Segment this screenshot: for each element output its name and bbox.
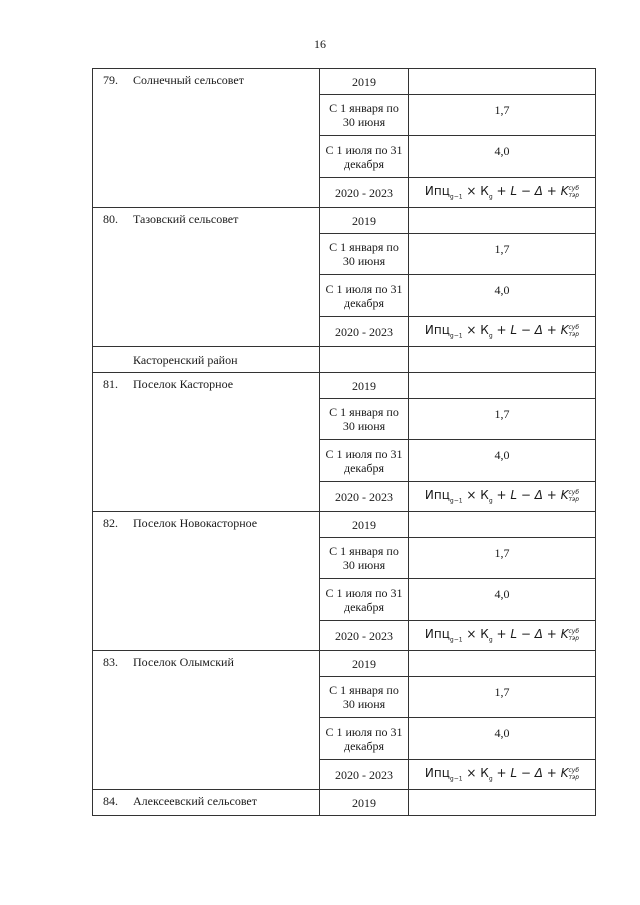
formula-k-sub: g <box>488 332 493 340</box>
period-cell: С 1 января по 30 июня <box>320 538 409 579</box>
index-value-cell: 4,0 <box>409 136 596 178</box>
municipality-cell <box>93 373 320 512</box>
empty-cell <box>409 651 596 677</box>
formula-kterm-sub: тэр <box>568 634 580 642</box>
period-cell: С 1 июля по 31 декабря <box>320 579 409 621</box>
formula-times: × <box>466 184 477 199</box>
district-row <box>93 347 596 373</box>
year-cell: 2019 <box>320 512 409 538</box>
period-cell: С 1 июля по 31 декабря <box>320 136 409 178</box>
year-cell: 2019 <box>320 69 409 95</box>
table-row <box>93 651 596 677</box>
index-value-cell: 4,0 <box>409 275 596 317</box>
formula-kterm-sub: тэр <box>568 191 580 199</box>
empty-cell <box>409 373 596 399</box>
municipality-cell <box>93 651 320 790</box>
table-row <box>93 512 596 538</box>
period-cell: С 1 июля по 31 декабря <box>320 440 409 482</box>
empty-cell <box>320 347 409 373</box>
municipality-name: Поселок Касторное <box>133 377 234 391</box>
municipality-name: Алексеевский сельсовет <box>133 794 257 808</box>
formula-kterm-sup: суб <box>568 488 580 496</box>
formula-times: × <box>466 488 477 503</box>
year-cell: 2019 <box>320 208 409 234</box>
formula-kterm: K <box>560 627 569 642</box>
municipality-name: Поселок Олымский <box>133 655 234 669</box>
formula-k: К <box>480 766 489 781</box>
period-cell: С 1 января по 30 июня <box>320 234 409 275</box>
formula-base: Ипц <box>424 323 450 338</box>
formula-kterm-sup: суб <box>568 323 580 331</box>
period-cell: 2020 - 2023 <box>320 621 409 651</box>
municipality-cell <box>93 790 320 816</box>
formula-kterm-sup: суб <box>568 184 580 192</box>
tariff-table-body <box>93 69 596 816</box>
index-value-cell: 1,7 <box>409 234 596 275</box>
formula-cell <box>409 317 596 347</box>
formula-kterm-indices <box>568 489 579 503</box>
formula-rest: + L − Δ + <box>496 488 557 503</box>
municipality-name: Тазовский сельсовет <box>133 212 239 226</box>
formula-kterm: K <box>560 323 569 338</box>
row-number: 80. <box>103 212 118 226</box>
formula-k-sub: g <box>488 193 493 201</box>
formula-kterm-indices <box>568 185 579 199</box>
municipality-name: Поселок Новокасторное <box>133 516 258 530</box>
period-cell: С 1 января по 30 июня <box>320 677 409 718</box>
index-value-cell: 1,7 <box>409 538 596 579</box>
period-cell: 2020 - 2023 <box>320 482 409 512</box>
formula-base-sub: g−1 <box>449 193 463 201</box>
index-value-cell: 4,0 <box>409 440 596 482</box>
municipality-name: Солнечный сельсовет <box>133 73 244 87</box>
formula-kterm: K <box>560 488 569 503</box>
formula-base: Ипц <box>424 184 450 199</box>
year-cell: 2019 <box>320 790 409 816</box>
formula-k-sub: g <box>488 497 493 505</box>
formula-rest: + L − Δ + <box>496 627 557 642</box>
index-value-cell: 1,7 <box>409 677 596 718</box>
empty-cell <box>409 69 596 95</box>
formula-k-sub: g <box>488 775 493 783</box>
empty-cell <box>409 790 596 816</box>
period-cell: 2020 - 2023 <box>320 760 409 790</box>
formula-cell <box>409 760 596 790</box>
period-cell: С 1 января по 30 июня <box>320 399 409 440</box>
formula-base-sub: g−1 <box>449 332 463 340</box>
formula-cell <box>409 621 596 651</box>
formula-kterm-indices <box>568 324 579 338</box>
formula-kterm-sub: тэр <box>568 330 580 338</box>
formula-times: × <box>466 627 477 642</box>
period-cell: 2020 - 2023 <box>320 178 409 208</box>
year-cell: 2019 <box>320 373 409 399</box>
formula-cell <box>409 482 596 512</box>
table-row <box>93 373 596 399</box>
formula-kterm-sup: суб <box>568 766 580 774</box>
formula-k: К <box>480 488 489 503</box>
formula-rest: + L − Δ + <box>496 323 557 338</box>
row-number: 79. <box>103 73 118 87</box>
empty-cell <box>409 208 596 234</box>
index-value-cell: 1,7 <box>409 95 596 136</box>
formula-k: К <box>480 627 489 642</box>
row-number: 81. <box>103 377 118 391</box>
formula-base-sub: g−1 <box>449 636 463 644</box>
index-value-cell: 1,7 <box>409 399 596 440</box>
empty-cell <box>409 512 596 538</box>
formula-rest: + L − Δ + <box>496 766 557 781</box>
index-value-cell: 4,0 <box>409 718 596 760</box>
municipality-cell <box>93 69 320 208</box>
empty-cell <box>409 347 596 373</box>
formula-base: Ипц <box>424 488 450 503</box>
district-name: Касторенский район <box>93 347 320 373</box>
row-number: 82. <box>103 516 118 530</box>
formula-kterm-sub: тэр <box>568 495 580 503</box>
formula-kterm: K <box>560 766 569 781</box>
formula-rest: + L − Δ + <box>496 184 557 199</box>
formula-kterm-sup: суб <box>568 627 580 635</box>
formula-cell <box>409 178 596 208</box>
formula-base: Ипц <box>424 627 450 642</box>
municipality-cell <box>93 208 320 347</box>
row-number: 84. <box>103 794 118 808</box>
formula-kterm: K <box>560 184 569 199</box>
formula-times: × <box>466 323 477 338</box>
formula-k: К <box>480 184 489 199</box>
period-cell: 2020 - 2023 <box>320 317 409 347</box>
row-number: 83. <box>103 655 118 669</box>
period-cell: С 1 января по 30 июня <box>320 95 409 136</box>
year-cell: 2019 <box>320 651 409 677</box>
period-cell: С 1 июля по 31 декабря <box>320 275 409 317</box>
municipality-cell <box>93 512 320 651</box>
table-row <box>93 69 596 95</box>
formula-kterm-sub: тэр <box>568 773 580 781</box>
formula-k-sub: g <box>488 636 493 644</box>
formula-base: Ипц <box>424 766 450 781</box>
formula-k: К <box>480 323 489 338</box>
page-number: 16 <box>314 37 326 51</box>
formula-base-sub: g−1 <box>449 775 463 783</box>
table-row <box>93 208 596 234</box>
tariff-table <box>92 68 596 816</box>
table-row <box>93 790 596 816</box>
index-value-cell: 4,0 <box>409 579 596 621</box>
formula-base-sub: g−1 <box>449 497 463 505</box>
formula-kterm-indices <box>568 628 579 642</box>
formula-times: × <box>466 766 477 781</box>
period-cell: С 1 июля по 31 декабря <box>320 718 409 760</box>
formula-kterm-indices <box>568 767 579 781</box>
